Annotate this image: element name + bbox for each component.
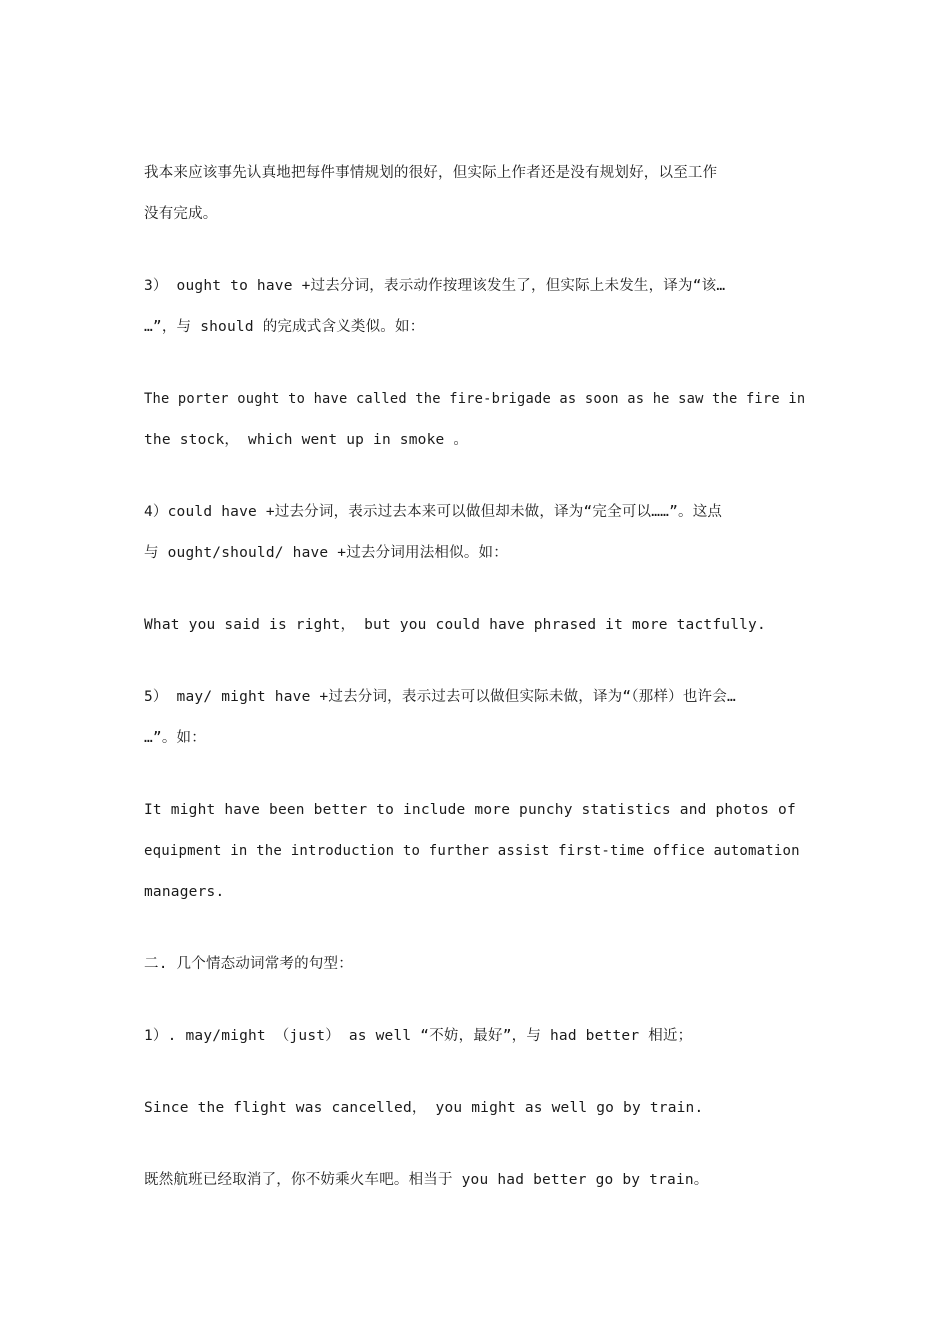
paragraph-3-line-1: The porter ought to have called the fire-brigade as soon as he saw the fire in bbox=[144, 391, 806, 407]
paragraph-5-line-1: What you said is right， but you could have phrased it more tactfully. bbox=[144, 617, 766, 633]
paragraph-4-line-2: 与 ought/should/ have +过去分词用法相似。如： bbox=[144, 545, 508, 561]
paragraph-2-line-2: …”，与 should 的完成式含义类似。如： bbox=[144, 319, 425, 335]
paragraph-3-line-2: the stock， which went up in smoke 。 bbox=[144, 432, 469, 448]
paragraph-2-line-1: 3） ought to have +过去分词，表示动作按理该发生了，但实际上未发生，译为“该… bbox=[144, 278, 726, 294]
paragraph-6-line-1: 5） may/ might have +过去分词，表示过去可以做但实际未做，译为“（那样）也许会… bbox=[144, 689, 736, 705]
example-sentence: Since the flight was cancelled， you might as well go by train. bbox=[144, 1100, 704, 1116]
item-1-line: 1）. may/might （just） as well “不妨，最好”，与 had better 相近； bbox=[144, 1028, 693, 1044]
paragraph-6-line-2: …”。如： bbox=[144, 730, 206, 746]
paragraph-1-line-2: 没有完成。 bbox=[144, 206, 218, 222]
paragraph-1-line-1: 我本来应该事先认真地把每件事情规划的很好，但实际上作者还是没有规划好，以至工作 bbox=[144, 165, 718, 181]
paragraph-7-line-3: managers. bbox=[144, 884, 225, 900]
paragraph-7-line-1: It might have been better to include more punchy statistics and photos of bbox=[144, 802, 796, 818]
paragraph-4-line-1: 4）could have +过去分词，表示过去本来可以做但却未做，译为“完全可以……”。这点 bbox=[144, 504, 723, 520]
paragraph-7-line-2: equipment in the introduction to further assist first-time office automation bbox=[144, 843, 800, 859]
example-translation: 既然航班已经取消了，你不妨乘火车吧。相当于 you had better go by train。 bbox=[144, 1172, 709, 1188]
section-heading: 二. 几个情态动词常考的句型： bbox=[144, 956, 353, 972]
